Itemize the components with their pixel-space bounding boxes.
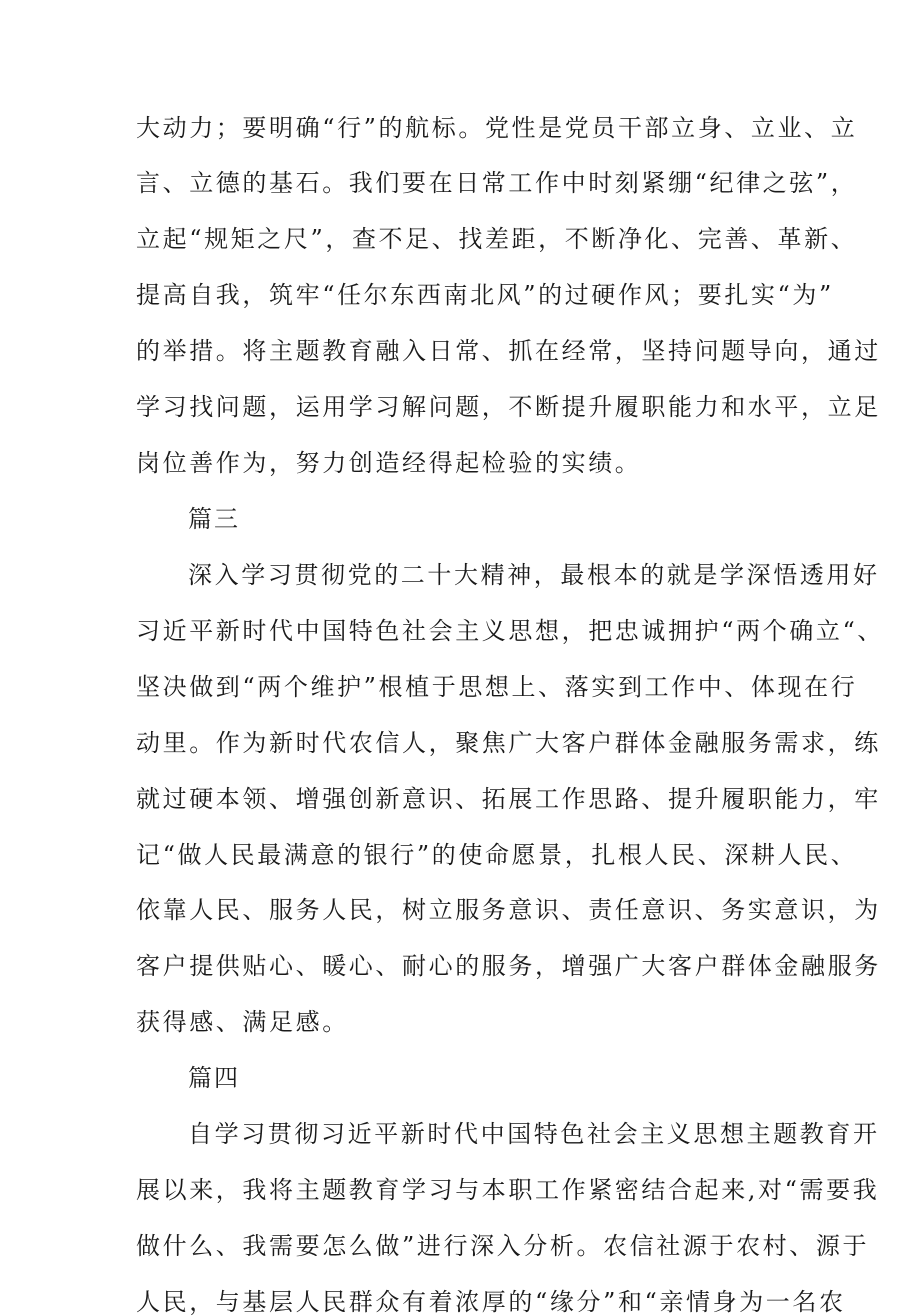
text-line: 客户提供贴心、暖心、耐心的服务，增强广大客户群体金融服务 <box>136 952 881 980</box>
text-line: 记“做人民最满意的银行”的使命愿景，扎根人民、深耕人民、 <box>136 841 858 869</box>
text-line: 习近平新时代中国特色社会主义思想，把忠诚拥护“两个确立“、 <box>136 617 884 645</box>
text-line: 岗位善作为，努力创造经得起检验的实绩。 <box>136 449 642 477</box>
text-line: 做什么、我需要怎么做”进行深入分析。农信社源于农村、源于 <box>136 1232 870 1260</box>
text-line: 动里。作为新时代农信人，聚焦广大客户群体金融服务需求，练 <box>136 729 881 757</box>
text-line: 提高自我，筑牢“任尔东西南北风”的过硬作风；要扎实“为” <box>136 281 834 309</box>
text-line: 深入学习贯彻党的二十大精神，最根本的就是学深悟透用好 <box>188 561 880 589</box>
text-line: 依靠人民、服务人民，树立服务意识、责任意识、务实意识，为 <box>136 896 881 924</box>
text-line: 的举措。将主题教育融入日常、抓在经常，坚持问题导向，通过 <box>136 337 881 365</box>
text-line: 坚决做到“两个维护”根植于思想上、落实到工作中、体现在行 <box>136 673 858 701</box>
text-line: 自学习贯彻习近平新时代中国特色社会主义思想主题教育开 <box>188 1120 880 1148</box>
text-line: 立起“规矩之尺”，查不足、找差距，不断净化、完善、革新、 <box>136 225 858 253</box>
text-line: 大动力；要明确“行”的航标。党性是党员干部立身、立业、立 <box>136 114 858 142</box>
text-line: 人民，与基层人民群众有着浓厚的“缘分”和“亲情身为一名农 <box>136 1288 846 1316</box>
text-line: 言、立德的基石。我们要在日常工作中时刻紧绷“纪律之弦”， <box>136 169 858 197</box>
text-line: 就过硬本领、增强创新意识、拓展工作思路、提升履职能力，牢 <box>136 785 881 813</box>
section-heading: 篇三 <box>188 505 240 533</box>
section-heading: 篇四 <box>188 1064 240 1092</box>
text-line: 获得感、满足感。 <box>136 1008 349 1036</box>
text-line: 学习找问题，运用学习解问题，不断提升履职能力和水平，立足 <box>136 393 881 421</box>
text-line: 展以来，我将主题教育学习与本职工作紧密结合起来,对“需要我 <box>136 1176 880 1204</box>
